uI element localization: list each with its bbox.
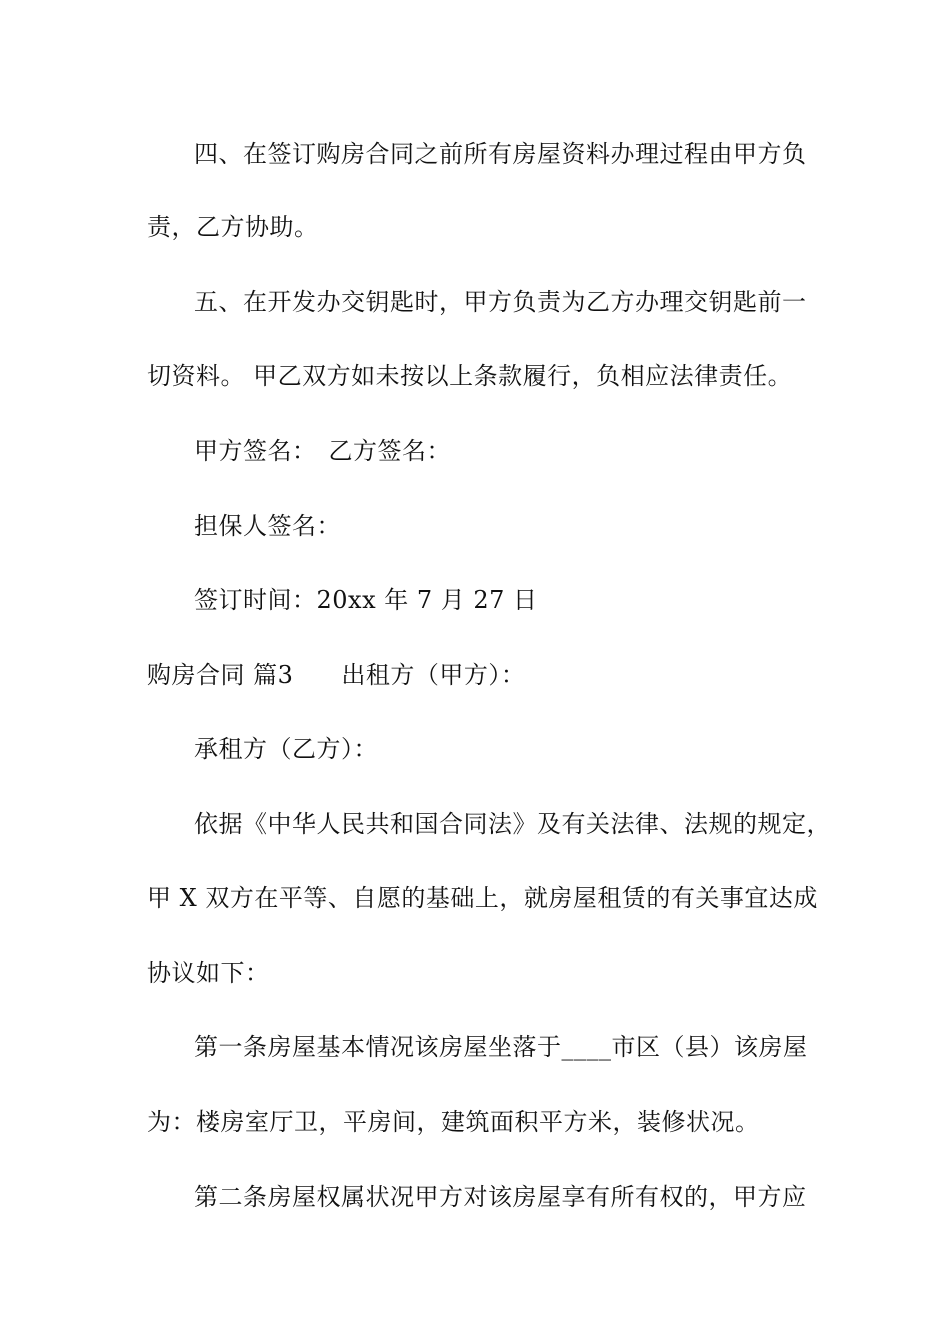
paragraph-5-line-1: 五、在开发办交钥匙时，甲方负责为乙方办理交钥匙前一	[194, 288, 807, 316]
lessee-label: 承租方（乙方）：	[194, 735, 378, 763]
article-1-line-2: 为：楼房室厅卫，平房间，建筑面积平方米，装修状况。	[147, 1108, 760, 1136]
signing-date: 签订时间：20xx 年 7 月 27 日	[194, 586, 538, 614]
guarantor-signature-label: 担保人签名：	[194, 512, 341, 540]
lessor-label: 出租方（甲方）：	[341, 661, 526, 689]
paragraph-4-line-2: 责，乙方协助。	[147, 213, 319, 241]
section-title: 购房合同 篇3	[147, 661, 294, 689]
paragraph-5-line-2: 切资料。 甲乙双方如未按以上条款履行，负相应法律责任。	[147, 362, 793, 390]
article-1-line-1: 第一条房屋基本情况该房屋坐落于____市区（县）该房屋	[194, 1033, 808, 1061]
preamble-line-1: 依据《中华人民共和国合同法》及有关法律、法规的规定，	[194, 810, 831, 838]
section-heading-line	[147, 659, 525, 691]
article-2-line-1: 第二条房屋权属状况甲方对该房屋享有所有权的，甲方应	[194, 1183, 807, 1211]
preamble-line-3: 协议如下：	[147, 959, 270, 987]
paragraph-4-line-1: 四、在签订购房合同之前所有房屋资料办理过程由甲方负	[194, 140, 807, 168]
preamble-line-2: 甲 X 双方在平等、自愿的基础上，就房屋租赁的有关事宜达成	[147, 884, 818, 912]
signature-line	[194, 435, 451, 467]
party-a-signature-label: 甲方签名：	[194, 437, 317, 465]
party-b-signature-label: 乙方签名：	[328, 437, 451, 465]
